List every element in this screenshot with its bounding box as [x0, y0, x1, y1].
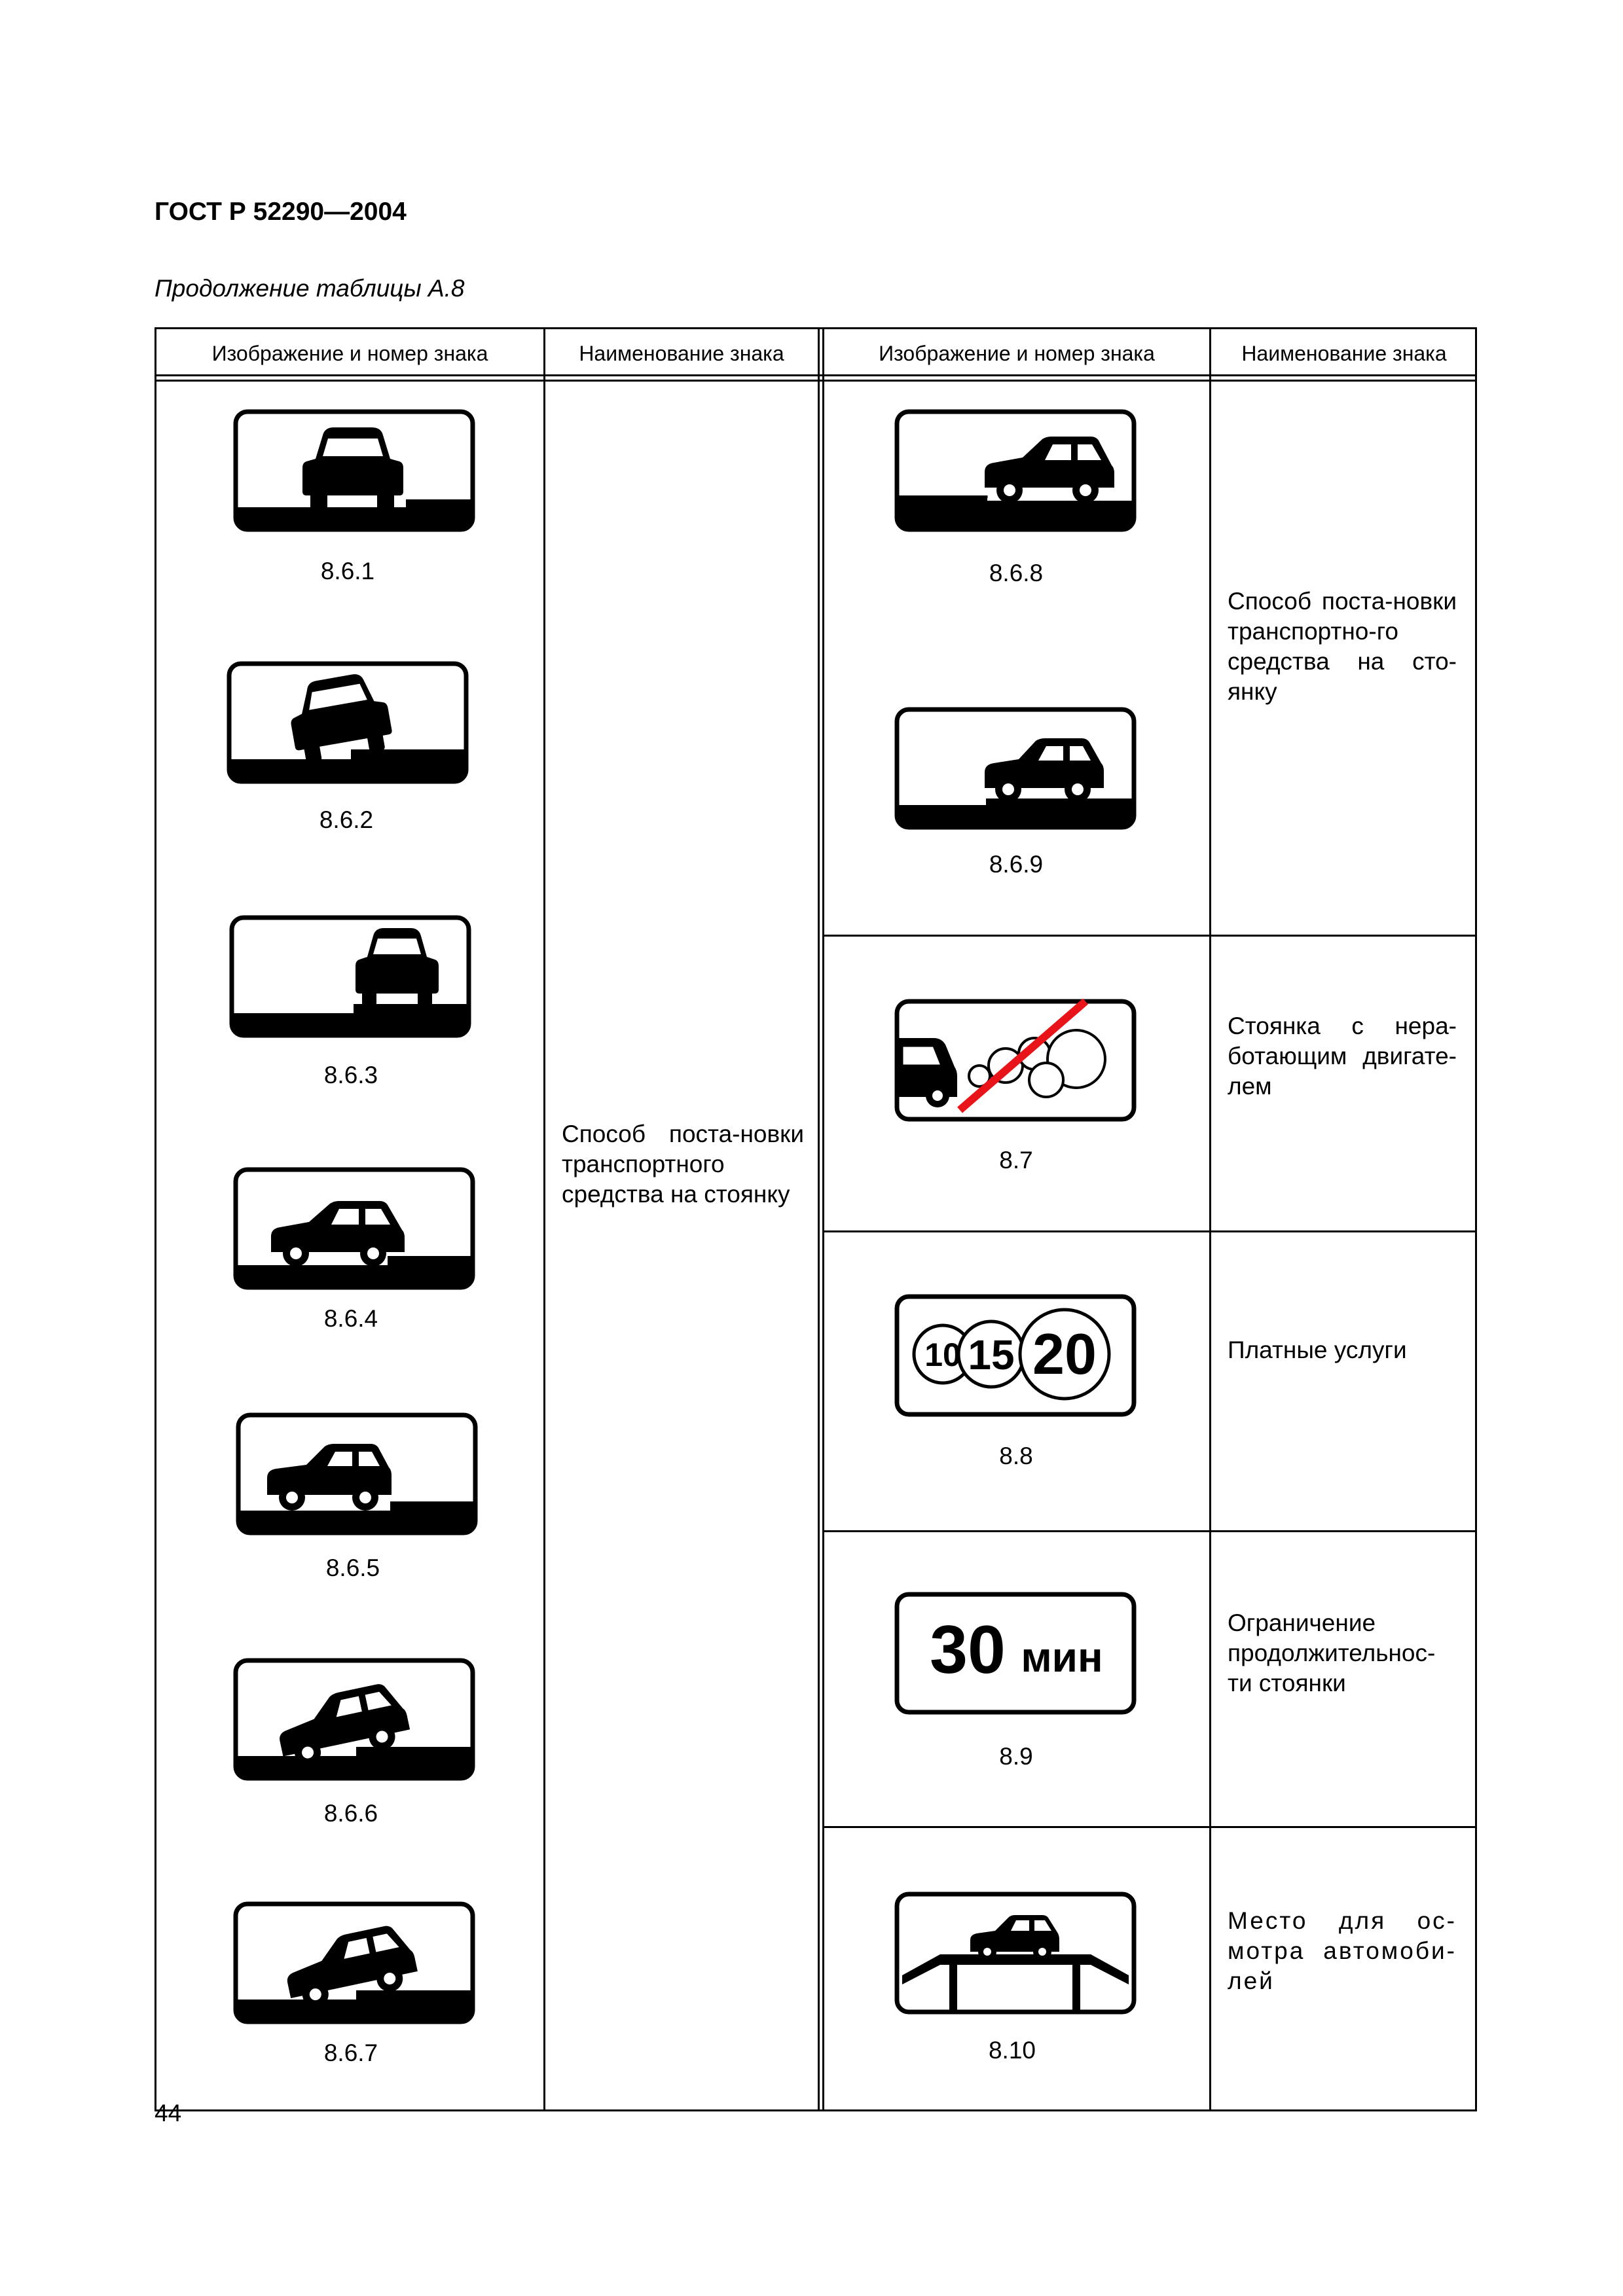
sign-name-parking-method: Способ поста-новки транспортно-го средства на сто-янку	[1228, 588, 1457, 705]
sign-number: 8.6.2	[319, 806, 374, 833]
column-divider	[818, 327, 820, 2111]
tariff-10: 10	[924, 1336, 961, 1373]
sign-number: 8.9	[999, 1743, 1033, 1770]
tariff-15: 15	[968, 1331, 1015, 1378]
sign-number: 8.6.4	[323, 1305, 378, 1332]
sign-8-6-8-icon	[894, 409, 1137, 532]
column-header-image-number: Изображение и номер знака	[211, 341, 488, 365]
sign-name-inspection-place: Место для ос-мотра автомоби-лей	[1228, 1907, 1457, 1994]
sign-name-parking-time-limit: Ограничение продолжительнос-ти стоянки	[1228, 1609, 1436, 1696]
sign-8-6-2-icon	[227, 661, 469, 784]
column-divider	[543, 327, 545, 2111]
column-header-image-number: Изображение и номер знака	[879, 341, 1155, 365]
sign-8-9-icon	[894, 1592, 1137, 1715]
column-divider	[1209, 327, 1211, 2111]
page-number: 44	[155, 2100, 182, 2126]
sign-name-parking-method: Способ поста-новки транспортного средства на стоянку	[562, 1121, 804, 1208]
sign-number: 8.6.1	[320, 558, 375, 584]
sign-number: 8.10	[988, 2037, 1036, 2064]
sign-number: 8.6.9	[989, 851, 1044, 878]
tariff-20: 20	[1032, 1321, 1097, 1386]
time-limit-unit: мин	[1021, 1634, 1103, 1681]
header-rule	[155, 380, 1477, 382]
column-divider	[822, 327, 824, 2111]
sign-8-6-7-icon	[233, 1901, 475, 2024]
sign-8-6-3-icon	[229, 915, 471, 1038]
sign-number: 8.6.6	[323, 1800, 378, 1827]
sign-8-10-icon	[894, 1892, 1137, 2015]
sign-8-6-5-icon	[236, 1412, 478, 1535]
sign-number: 8.6.8	[989, 560, 1044, 586]
sign-8-6-4-icon	[233, 1167, 475, 1290]
row-divider	[822, 1826, 1477, 1828]
sign-number: 8.6.5	[325, 1554, 380, 1581]
sign-8-8-icon	[894, 1294, 1137, 1417]
column-header-sign-name: Наименование знака	[1241, 341, 1447, 365]
row-divider	[822, 1230, 1477, 1232]
sign-number: 8.8	[999, 1443, 1033, 1469]
sign-number: 8.6.7	[323, 2039, 378, 2066]
time-limit-value: 30	[930, 1612, 1006, 1688]
sign-number: 8.6.3	[323, 1062, 378, 1088]
document-code: ГОСТ Р 52290—2004	[155, 198, 407, 226]
sign-name-paid-services: Платные услуги	[1228, 1336, 1407, 1363]
sign-8-7-icon	[894, 999, 1137, 1122]
row-divider	[822, 935, 1477, 937]
sign-8-6-6-icon	[233, 1658, 475, 1781]
row-divider	[822, 1530, 1477, 1532]
sign-8-6-9-icon	[894, 707, 1137, 830]
sign-8-6-1-icon	[233, 409, 475, 532]
table-continuation-caption: Продолжение таблицы А.8	[155, 275, 465, 302]
sign-number: 8.7	[999, 1147, 1033, 1174]
sign-name-engine-off-parking: Стоянка с нера-ботающим двигате-лем	[1228, 1013, 1457, 1100]
column-header-sign-name: Наименование знака	[579, 341, 784, 365]
